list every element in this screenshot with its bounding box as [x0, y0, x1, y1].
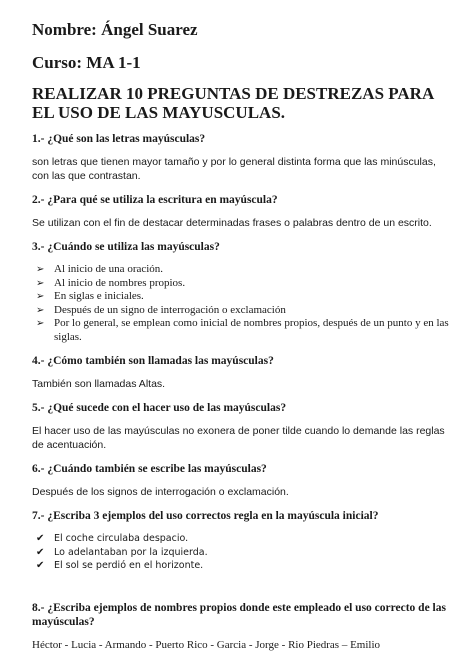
document-page: [32, 20, 452, 652]
list-item: ➢ Por lo general, se emplean como inicial de nombres propios, después de un punto y en las siglas.: [36, 317, 449, 343]
check-bullet-icon: ✔: [36, 533, 45, 544]
list-item: ✔ El sol se perdió en el horizonte.: [36, 560, 204, 571]
blank-line: [32, 583, 452, 601]
list-item: ✔ Lo adelantaban por la izquierda.: [36, 546, 208, 558]
answer-4: También son llamadas Altas.: [32, 378, 166, 390]
answer-1: son letras que tienen mayor tamaño y por lo general distinta forma que las minúsculas, con las que contrastan.: [32, 156, 436, 182]
question-3: 3.- ¿Cuándo se utiliza las mayúsculas?: [32, 241, 220, 253]
question-8: 8.- ¿Escriba ejemplos de nombres propios donde este empleado el uso correcto de las mayúsculas?: [32, 601, 446, 628]
list-item: ➢ En siglas e iniciales.: [36, 290, 144, 302]
arrow-bullet-icon: ➢: [36, 277, 45, 289]
course-label: Curso: MA 1-1: [32, 53, 141, 72]
answer-2: Se utilizan con el fin de destacar determinadas frases o palabras dentro de un escrito.: [32, 217, 432, 229]
student-name: Nombre: Ángel Suarez: [32, 20, 198, 39]
question-6: 6.- ¿Cuándo también se escribe las mayúsculas?: [32, 463, 267, 475]
arrow-bullet-icon: ➢: [36, 291, 45, 302]
list-item: ➢ Al inicio de una oración.: [36, 263, 164, 275]
list-item: ➢ Después de un signo de interrogación o exclamación: [36, 303, 286, 316]
arrow-bullet-icon: ➢: [36, 304, 45, 316]
answer-6: Después de los signos de interrogación o exclamación.: [32, 486, 289, 498]
example-initial: E: [54, 560, 61, 571]
question-7: 7.- ¿Escriba 3 ejemplos del uso correctos regla en la mayúscula inicial?: [32, 510, 379, 522]
check-bullet-icon: ✔: [36, 560, 45, 571]
check-bullet-icon: ✔: [36, 546, 45, 558]
list-item: ✔ El coche circulaba despacio.: [36, 533, 189, 544]
document-title: REALIZAR 10 PREGUNTAS DE DESTREZAS PARA EL USO DE LAS MAYUSCULAS.: [32, 84, 434, 122]
list-item: ➢ Al inicio de nombres propios.: [36, 276, 186, 289]
question-5: 5.- ¿Qué sucede con el hacer uso de las mayúsculas?: [32, 402, 287, 414]
arrow-bullet-icon: ➢: [36, 318, 45, 329]
answer-8: Héctor - Lucia - Armando - Puerto Rico - Garcia - Jorge - Rio Piedras – Emilio: [32, 638, 381, 651]
answer-7-list: [32, 532, 452, 573]
example-initial: L: [54, 546, 60, 558]
answer-3-list: [32, 263, 452, 344]
question-2: 2.- ¿Para qué se utiliza la escritura en mayúscula?: [32, 194, 278, 206]
answer-5: El hacer uso de las mayúsculas no exonera de poner tilde cuando lo demande las reglas de acentuación.: [32, 425, 445, 451]
arrow-bullet-icon: ➢: [36, 264, 45, 275]
question-4: 4.- ¿Cómo también son llamadas las mayúsculas?: [32, 355, 274, 367]
example-initial: E: [54, 533, 61, 544]
question-1: 1.- ¿Qué son las letras mayúsculas?: [32, 133, 206, 145]
